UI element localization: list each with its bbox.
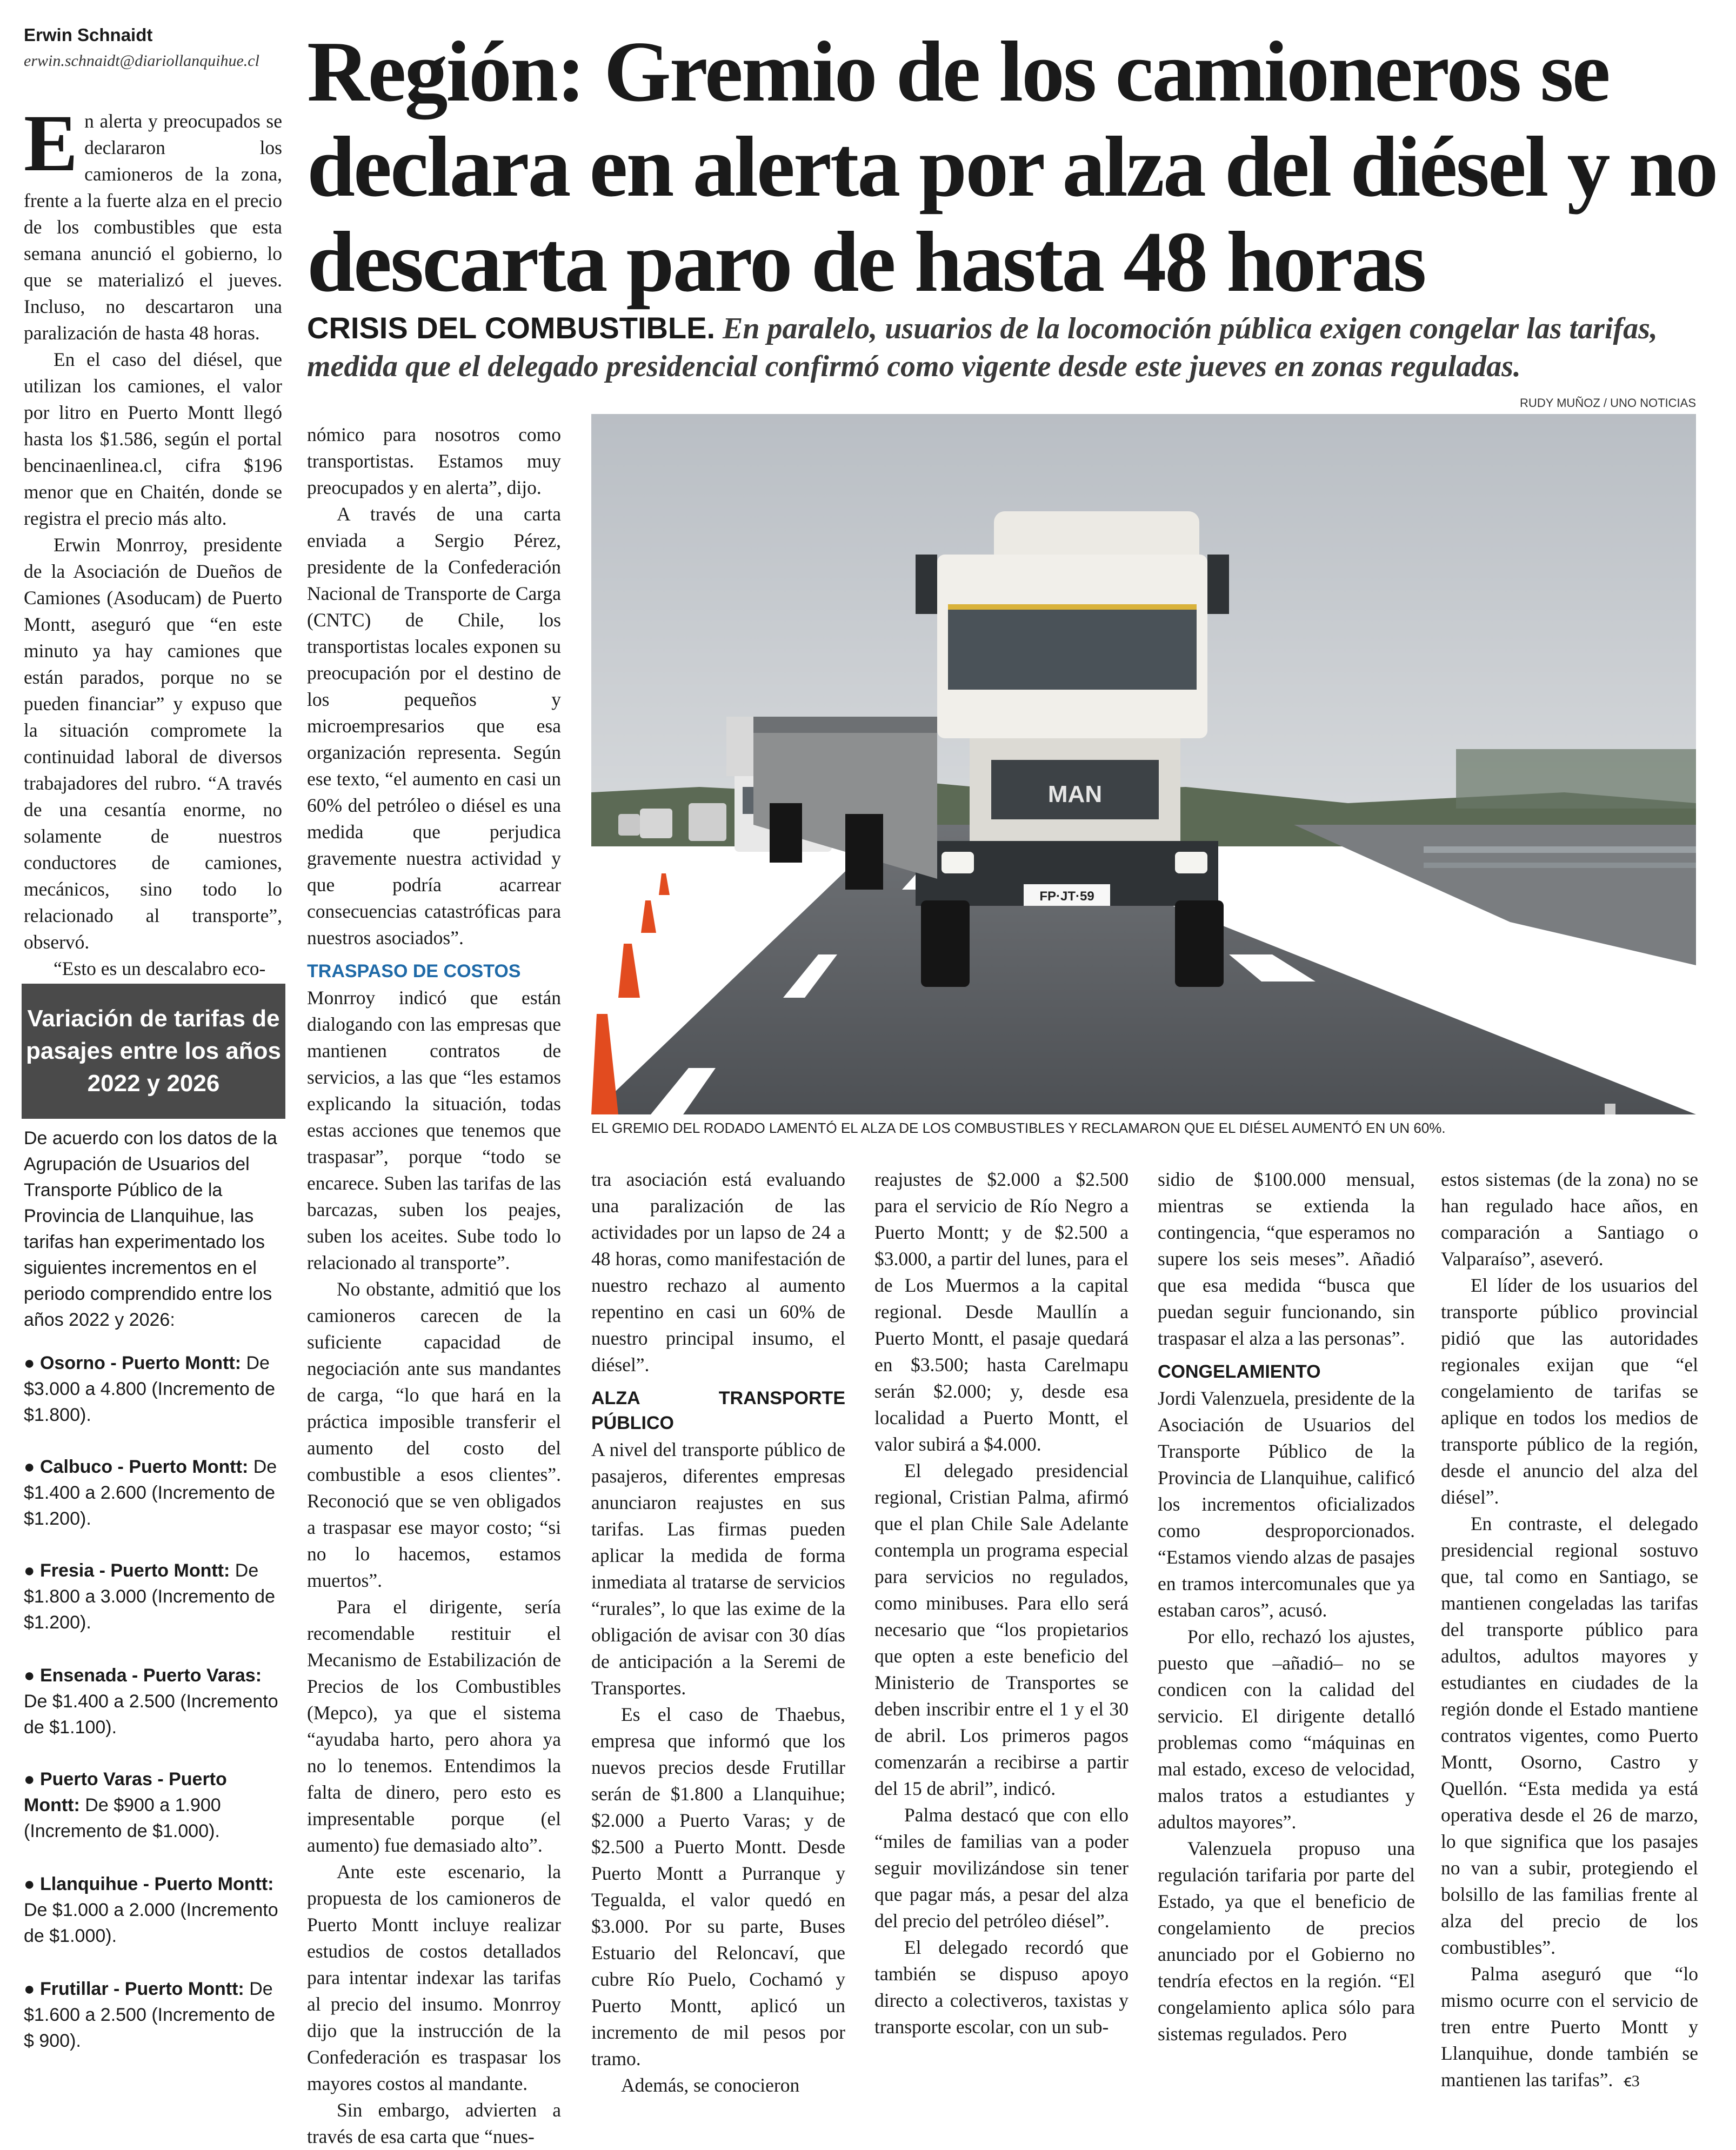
fare-detail: De $1.800 a 3.000 (Incremento de $1.200). [24, 1560, 275, 1633]
fare-route: Puerto Varas - Puerto Montt: [24, 1769, 227, 1815]
paragraph: n alerta y preocupados se declararon los camioneros de la zona, frente a la fuerte alza en el precio de los combustibles que esta semana anunció el gobierno, lo que se materializó el jueves. Incluso, no descartaron una paralización de hasta 48 horas. [24, 110, 282, 344]
paragraph: No obstante, admitió que los camioneros carecen de la suficiente capacidad de negociación ante sus mandantes de carga, “lo que hará en la práctica imposible transferir el aumento del costo del combustible a esos clientes”. Reconoció que se ven obligados a traspasar ese mayor costo; “si no lo hacemos, estamos muertos”. [307, 1278, 561, 1591]
paragraph: estos sistemas (de la zona) no se han regulado hace años, en comparación a Santiago o Valparaíso”, aseveró. [1441, 1169, 1698, 1270]
truck-trailer [753, 717, 937, 890]
sidebar-title [22, 984, 285, 1119]
paragraph: A nivel del transporte público de pasajeros, diferentes empresas anunciaron reajustes en sus tarifas. Las firmas pueden aplicar la medida de forma inmediata al tratarse de servicios “rurales”, lo que las exime de la obligación de avisar con 30 días de anticipación a la Seremi de Transportes. [591, 1439, 845, 1699]
fare-route: Frutillar - Puerto Montt: [39, 1979, 244, 1999]
paragraph: El delegado recordó que también se dispuso apoyo directo a colectiveros, taxistas y transporte escolar, con un sub- [874, 1937, 1129, 2038]
paragraph: Erwin Monrroy, presidente de la Asociación de Dueños de Camiones (Asoducam) de Puerto Montt, aseguró que “en este minuto ya hay camiones que están parados, porque no se pueden financiar” y expuso que la situación compromete la continuidad laboral de diversos trabajadores del rubro. “A través de una cesantía enorme, no solamente de nuestros conductores de camiones, mecánicos, sino todo lo relacionado al transporte”, observó. [24, 534, 282, 953]
opposite-lanes [1294, 825, 1696, 965]
paragraph: Palma aseguró que “lo mismo ocurre con el servicio de tren entre Puerto Montt y Llanquihue, donde también se mantienen las tarifas”. [1441, 1963, 1698, 2091]
column-5 [1158, 1166, 1415, 2047]
photo-credit: RUDY MUÑOZ / UNO NOTICIAS [1520, 396, 1696, 410]
brand-badge: MAN [1047, 781, 1103, 807]
paragraph: sidio de $100.000 mensual, mientras se extienda la contingencia, “que esperamos no supere los seis meses”. Añadió que esa medida “busca que puedan seguir funcionando, sin traspasar el alza a las personas”. [1158, 1169, 1415, 1349]
column-1 [24, 98, 282, 982]
paragraph: Monrroy indicó que están dialogando con las empresas que mantienen contratos de servicios, a las que “les estamos explicando la situación, todas estas acciones que tenemos que traspasar”, porque “todo se encarece. Suben las tarifas de las barcazas, suben los peajes, suben los aceites. Sube todo lo relacionado al transporte”. [307, 987, 561, 1273]
drop-cap: E [24, 98, 78, 188]
fare-item: ● Llanquihue - Puerto Montt: De $1.000 a 2.000 (Incremento de $1.000). [24, 1874, 278, 1946]
fare-detail: De $1.600 a 2.500 (Incremento de $ 900). [24, 1979, 275, 2051]
fare-detail: De $1.400 a 2.600 (Incremento de $1.200). [24, 1457, 277, 1529]
fare-item: ● Osorno - Puerto Montt: De $3.000 a 4.800 (Incremento de $1.800). [24, 1353, 275, 1425]
photo-caption: EL GREMIO DEL RODADO LAMENTÓ EL ALZA DE LOS COMBUSTIBLES Y RECLAMARON QUE EL DIÉSEL AUMENTÓ EN UN 60%. [591, 1120, 1446, 1136]
paragraph: “Esto es un descalabro eco- [54, 958, 266, 979]
fare-item: ● Frutillar - Puerto Montt: De $1.600 a 2.500 (Incremento de $ 900). [24, 1979, 275, 2051]
fare-route: Calbuco - Puerto Montt: [39, 1457, 249, 1477]
subhead-traspaso: TRASPASO DE COSTOS [307, 961, 521, 981]
paragraph: Es el caso de Thaebus, empresa que informó que los nuevos precios desde Frutillar serán de $1.800 a Llanquihue; $2.000 a Puerto Varas; y de $2.500 a Puerto Montt. Desde Puerto Montt a Purranque y Tegualda, el valor quedó en $3.000. Por su parte, Buses Estuario del Reloncaví, que cubre Río Puelo, Cochamó y Puerto Montt, aplicó un incremento de mil pesos por tramo. [591, 1704, 845, 2069]
paragraph: En contraste, el delegado presidencial regional sostuvo que, tal como en Santiago, se mantienen congeladas las tarifas del transporte público para adultos, adultos mayores y estudiantes en ciudades de la región donde el Estado mantiene contratos vigentes, como Puerto Montt, Osorno, Castro y Quellón. “Esta medida ya está operativa desde el 26 de marzo, lo que significa que los pasajes no van a subir, protegiendo el bolsillo de las familias frente al alza del precio de los combustibles”. [1441, 1513, 1698, 1958]
end-mark-icon: ꞓ3 [1624, 2072, 1640, 2090]
column-4 [874, 1166, 1129, 2040]
fare-item: ● Fresia - Puerto Montt: De $1.800 a 3.000 (Incremento de $1.200). [24, 1560, 275, 1633]
paragraph: reajustes de $2.000 a $2.500 para el servicio de Río Negro a Puerto Montt; y de $2.500 a $3.000, a partir del lunes, para el de Los Muermos a la capital regional. Desde Maullín a Puerto Montt, el pasaje quedará en $3.500; hasta Carelmapu serán $2.000; y, desde esa localidad a Puerto Montt, el valor subirá a $4.000. [874, 1169, 1129, 1455]
byline-email[interactable]: erwin.schnaidt@diariollanquihue.cl [24, 52, 259, 70]
fare-item: ● Puerto Varas - Puerto Montt: De $900 a 1.900 (Incremento de $1.000). [24, 1769, 227, 1841]
paragraph: Sin embargo, advierten a través de esa carta que “nues- [307, 2099, 561, 2147]
fare-item: ● Ensenada - Puerto Varas: De $1.400 a 2.500 (Incremento de $1.100). [24, 1665, 278, 1738]
fare-detail: De $1.400 a 2.500 (Incremento de $1.100). [24, 1691, 278, 1738]
paragraph: El líder de los usuarios del transporte público provincial pidió que las autoridades regionales exijan que “el congelamiento de tarifas se aplique en todos los medios de transporte público de la región, desde el anuncio del alza del diésel”. [1441, 1274, 1698, 1508]
fare-detail: De $3.000 a 4.800 (Incremento de $1.800). [24, 1353, 275, 1425]
paragraph: nómico para nosotros como transportistas. Estamos muy preocupados y en alerta”, dijo. [307, 424, 561, 498]
paragraph: Para el dirigente, sería recomendable restituir el Mecanismo de Estabilización de Precios de los Combustibles (Mepco), ya que el sistema “ayudaba harto, pero ahora ya no lo tenemos. Entendimos la falta de dinero, pero esto es impresentable porque (el aumento) fue demasiado alto”. [307, 1596, 561, 1856]
subhead-congelamiento: CONGELAMIENTO [1158, 1361, 1321, 1382]
truck-highway-illustration [591, 414, 1696, 1114]
byline-name: Erwin Schnaidt [24, 25, 153, 45]
paragraph: Además, se conocieron [621, 2074, 800, 2096]
paragraph: tra asociación está evaluando una paralización de las actividades por un lapso de 24 a 48 horas, como manifestación de nuestro rechazo al aumento repentino en casi un 60% de nuestro principal insumo, el diésel”. [591, 1169, 845, 1376]
paragraph: Palma destacó que con ello “miles de familias van a poder seguir movilizándose sin tener que pagar más, a pesar del alza del precio del petróleo diésel”. [874, 1804, 1129, 1932]
fare-route: Fresia - Puerto Montt: [39, 1560, 230, 1581]
deck-kicker: CRISIS DEL COMBUSTIBLE. [307, 311, 716, 345]
paragraph: El delegado presidencial regional, Cristian Palma, afirmó que el plan Chile Sale Adelante contempla un programa especial para servicios no regulados, como minibuses. Para ello será necesario que “los propietarios que opten a este beneficio del Ministerio de Transportes se deben inscribir entre el 1 y el 30 de abril. Los primeros pagos comenzarán a recibirse a partir del 15 de abril”, indicó. [874, 1460, 1129, 1799]
deck-text: En paralelo, usuarios de la locomoción pública exigen congelar las tarifas, medida que el delegado presidencial confirmó como vigente desde este jueves en zonas reguladas. [307, 312, 1658, 383]
column-2 [307, 422, 561, 2150]
fare-detail: De $1.000 a 2.000 (Incremento de $1.000). [24, 1900, 278, 1946]
sidebar-intro: De acuerdo con los datos de la Agrupación de Usuarios del Transporte Público de la Provincia de Llanquihue, las tarifas han experimentado los siguientes incrementos en el periodo comprendido entre los años 2022 y 2026: [24, 1128, 277, 1330]
license-plate: FP·JT·59 [1039, 889, 1094, 904]
column-6 [1441, 1166, 1698, 2094]
deck [307, 309, 1723, 385]
headline: Región: Gremio de los camioneros se declara en alerta por alza del diésel y no descarta paro de hasta 48 horas [307, 23, 1717, 310]
paragraph: Por ello, rechazó los ajustes, puesto que –añadió– no se condicen con la calidad del servicio. El dirigente detalló problemas como “máquinas en mal estado, exceso de velocidad, malos tratos a estudiantes y adultos mayores”. [1158, 1626, 1415, 1833]
column-3 [591, 1166, 845, 2099]
paragraph: En el caso del diésel, que utilizan los camiones, el valor por litro en Puerto Montt llegó hasta los $1.586, según el portal bencinaenlinea.cl, cifra $196 menor que en Chaitén, donde se registra el precio más alto. [24, 349, 282, 529]
fare-detail: De $900 a 1.900 (Incremento de $1.000). [24, 1795, 221, 1841]
paragraph: Valenzuela propuso una regulación tarifaria por parte del Estado, ya que el beneficio de congelamiento de precios anunciado por el Gobierno no tendría efectos en la región. “El congelamiento aplica sólo para sistemas regulados. Pero [1158, 1838, 1415, 2045]
subhead-alza-transporte: ALZA TRANSPORTE PÚBLICO [591, 1388, 845, 1433]
sidebar-title-text: Variación de tarifas de pasajes entre los años 2022 y 2026 [26, 1005, 281, 1097]
fare-route: Llanquihue - Puerto Montt: [39, 1874, 274, 1894]
fare-route: Ensenada - Puerto Varas: [39, 1665, 262, 1686]
fare-item: ● Calbuco - Puerto Montt: De $1.400 a 2.600 (Incremento de $1.200). [24, 1457, 277, 1529]
news-photo [591, 414, 1696, 1114]
paragraph: Jordi Valenzuela, presidente de la Asociación de Usuarios del Transporte Público de la Provincia de Llanquihue, calificó los incrementos oficializados como desproporcionados. “Estamos viendo alzas de pasajes en tramos intercomunales que ya estaban caros”, acusó. [1158, 1387, 1415, 1621]
fare-route: Osorno - Puerto Montt: [39, 1353, 242, 1373]
paragraph: A través de una carta enviada a Sergio Pérez, presidente de la Confederación Nacional de Transporte de Carga (CNTC) de Chile, los transportistas locales exponen su preocupación por el destino de los pequeños y microempresarios que esa organización representa. Según ese texto, “el aumento en casi un 60% del petróleo o diésel es una medida que perjudica gravemente nuestra actividad y que podría acarrear consecuencias catastróficas para nuestros asociados”. [307, 503, 561, 949]
paragraph: Ante este escenario, la propuesta de los camioneros de Puerto Montt incluye realizar estudios de costos detallados para intentar indexar las tarifas al precio del insumo. Monrroy dijo que la instrucción de la Confederación es traspasar los mayores costos al mandante. [307, 1861, 561, 2094]
